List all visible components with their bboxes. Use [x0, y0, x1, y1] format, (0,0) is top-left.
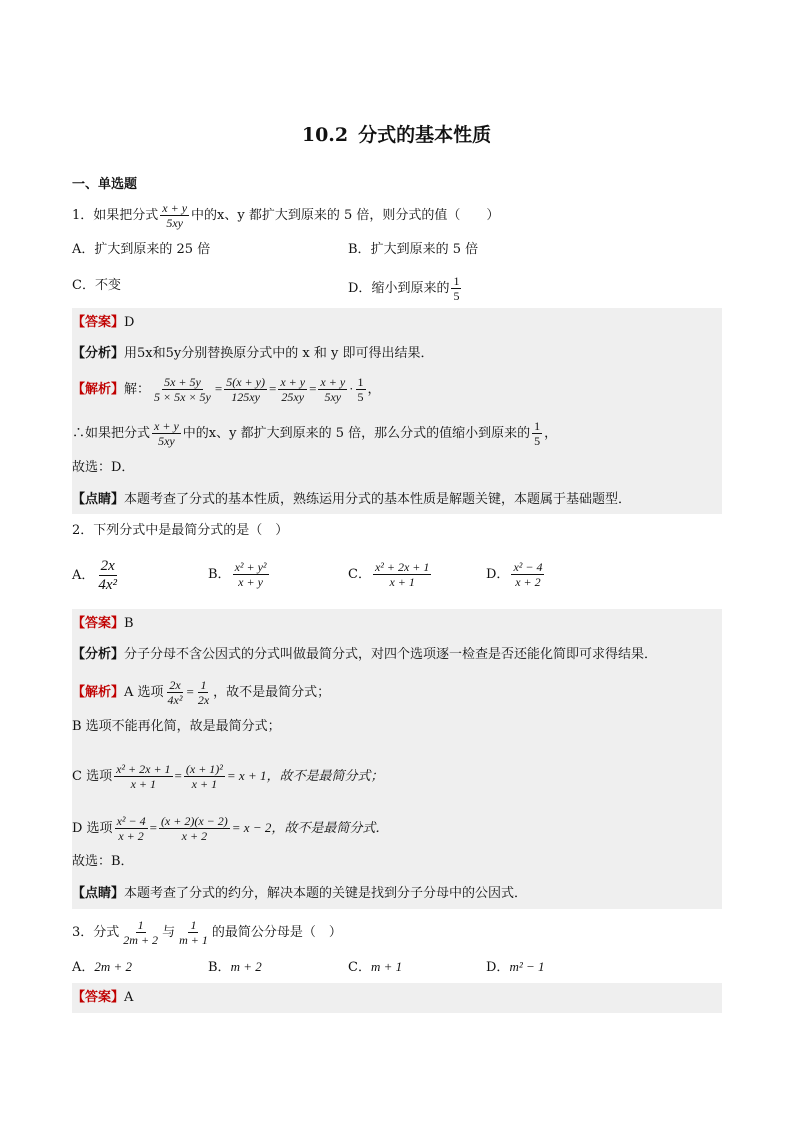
q3-option-d: D．m² − 1: [486, 959, 545, 975]
q2-solution-b: B 选项不能再化简，故是最简分式；: [72, 719, 281, 734]
q2-solution-a: 【解析】A 选项 $\frac{2x}{\text{4x²}}$ = $\frac{1}{2x}$ ，故不是最简分式；: [72, 678, 331, 707]
q2-option-c: C． $\frac{\text{x² + 2x + 1}}{x + 1}$: [348, 560, 430, 589]
q2-solution-d: D 选项 $\frac{\text{x² − 4}}{x + 2}$ = $\frac{(x + 2)(x - 2)}{x + 2}$ = x − 2，故不是最简分式．: [72, 814, 389, 843]
question-3-stem: 3．分式 $\frac{1}{2m + 2}$ 与 $\frac{1}{m + 1}$ 的最简公分母是（ ）: [72, 918, 342, 947]
q2-comment: 【点睛】本题考查了分式的约分，解决本题的关键是找到分子分母中的公因式．: [72, 886, 528, 901]
q3-option-b: B．m + 2: [208, 959, 262, 975]
q1-option-d: D．缩小到原来的 $\frac{1}{5}$: [348, 274, 460, 303]
q3-answer: 【答案】A: [72, 990, 134, 1005]
q1-choose: 故选：D．: [72, 460, 135, 475]
q2-option-a: A． $\frac{2x}{\text{4x²}}$: [72, 558, 118, 593]
q1-option-c: C．不变: [72, 278, 121, 293]
q1-solution-line1: 【解析】解： $\frac{5x + 5y}{5 \times 5x \times 5y}$ = $\frac{5(x + y)}{125xy}$ = $\frac{x + y}{25xy}$ = $\frac{x + y}{5xy}$ · $\frac{1}{5}$ ，: [72, 375, 381, 404]
question-1-stem: 1．如果把分式 $\frac{x + y}{5xy}$ 中的x、y 都扩大到原来的 5 倍，则分式的值（ ）: [72, 201, 500, 230]
q1-option-a: A．扩大到原来的 25 倍: [72, 242, 211, 257]
question-2-stem: 2．下列分式中是最简分式的是（ ）: [72, 523, 289, 538]
q1-option-b: B．扩大到原来的 5 倍: [348, 242, 479, 257]
q3-option-a: A．2m + 2: [72, 959, 133, 975]
section-heading: 一、单选题: [72, 177, 138, 192]
fraction: $\frac{x + y}{5xy}$: [162, 201, 188, 230]
q1-answer: 【答案】D: [72, 315, 135, 330]
q1-comment: 【点睛】本题考查了分式的基本性质，熟练运用分式的基本性质是解题关键，本题属于基础题型．: [72, 492, 632, 507]
q2-choose: 故选：B．: [72, 854, 134, 869]
q1-solution-line2: ∴如果把分式 $\frac{x + y}{5xy}$ 中的x、y 都扩大到原来的 5 倍，那么分式的值缩小到原来的 $\frac{1}{5}$ ，: [72, 419, 558, 448]
q3-solution-panel: [72, 983, 722, 1013]
q1-solution-panel: [72, 308, 722, 514]
page-title: [0, 120, 793, 147]
q1-analysis: 【分析】用5x和5y分别替换原分式中的 x 和 y 即可得出结果．: [72, 346, 434, 361]
title-number: 10.2: [301, 124, 349, 146]
q2-analysis: 【分析】分子分母不含公因式的分式叫做最简分式，对四个选项逐一检查是否还能化简即可求得结果．: [72, 647, 658, 662]
q2-option-d: D． $\frac{\text{x² − 4}}{x + 2}$: [486, 560, 543, 589]
q2-option-b: B． $\frac{\text{x² + y²}}{x + y}$: [208, 560, 267, 589]
q2-answer: 【答案】B: [72, 616, 134, 631]
title-text: 分式的基本性质: [358, 124, 492, 146]
q2-solution-c: C 选项 $\frac{\text{x² + 2x + 1}}{x + 1}$ = $\frac{\text{(x + 1)²}}{x + 1}$ = x + 1，故不是最简分式；: [72, 762, 384, 791]
q3-option-c: C．m + 1: [348, 959, 403, 975]
